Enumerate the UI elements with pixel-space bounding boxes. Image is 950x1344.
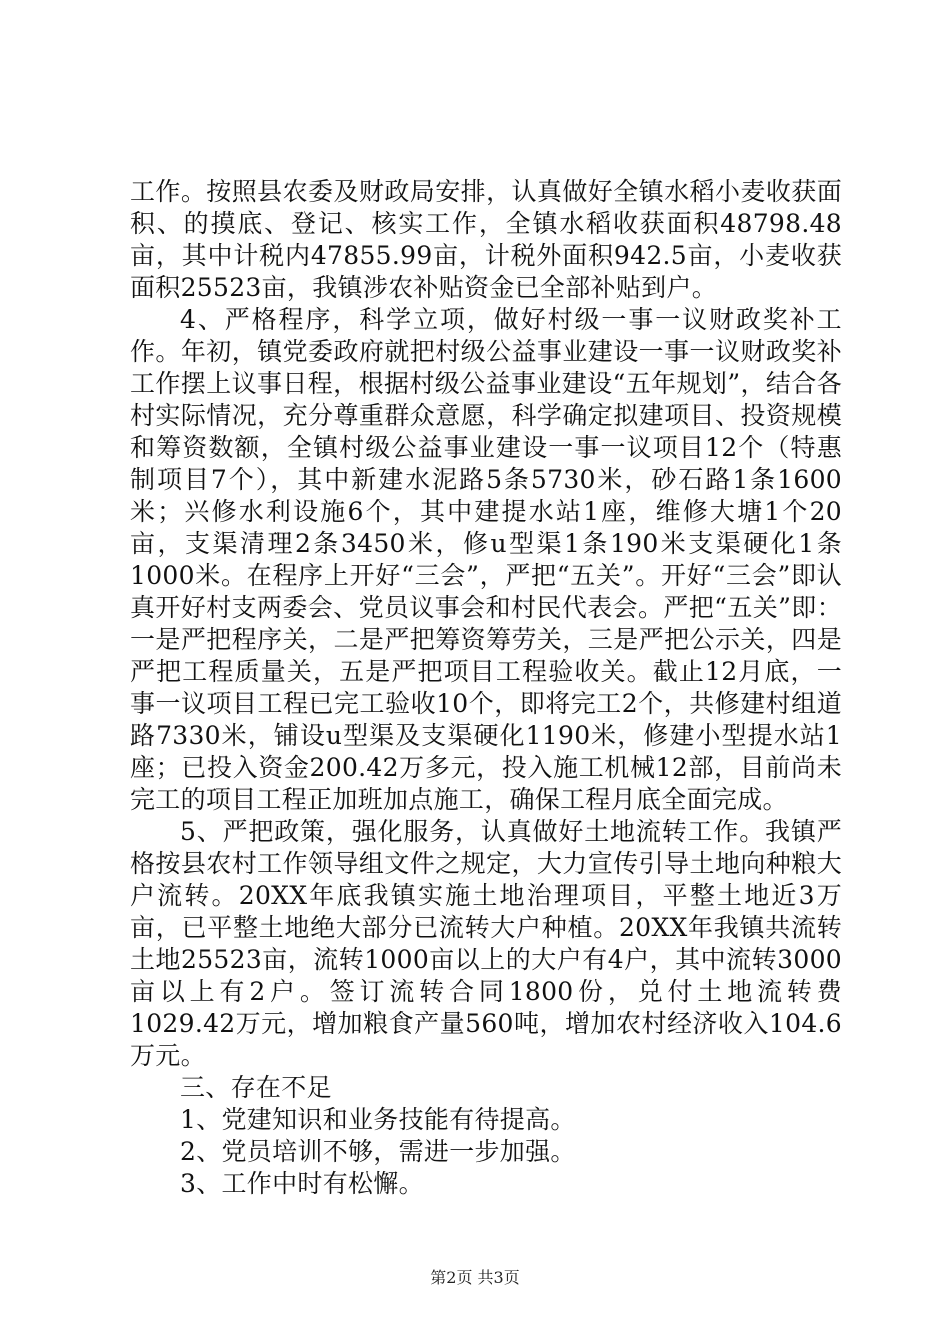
document-body	[130, 176, 842, 1200]
page-number-footer: 第2页 共3页	[430, 1268, 520, 1287]
shortcoming-item-2: 2、党员培训不够，需进一步加强。	[180, 1137, 576, 1166]
shortcoming-item-1: 1、党建知识和业务技能有待提高。	[180, 1105, 576, 1134]
paragraph-continuation: 工作。按照县农委及财政局安排，认真做好全镇水稻小麦收获面积、的摸底、登记、核实工作，全镇水稻收获面积48798.48亩，其中计税内47855.99亩，计税外面积942.5亩，小麦收获面积25523亩，我镇涉农补贴资金已全部补贴到户。	[130, 177, 842, 302]
paragraph-item-4: 4、严格程序，科学立项，做好村级一事一议财政奖补工作。年初，镇党委政府就把村级公益事业建设一事一议财政奖补工作摆上议事日程，根据村级公益事业建设“五年规划”，结合各村实际情况，充分尊重群众意愿，科学确定拟建项目、投资规模和筹资数额，全镇村级公益事业建设一事一议项目12个（特惠制项目7个），其中新建水泥路5条5730米，砂石路1条1600米；兴修水利设施6个，其中建提水站1座，维修大塘1个20亩，支渠清理2条3450米，修u型渠1条190米支渠硬化1条1000米。在程序上开好“三会”，严把“五关”。开好“三会”即认真开好村支两委会、党员议事会和村民代表会。严把“五关”即：一是严把程序关，二是严把筹资筹劳关，三是严把公示关，四是严把工程质量关，五是严把项目工程验收关。截止12月底，一事一议项目工程已完工验收10个，即将完工2个，共修建村组道路7330米，铺设u型渠及支渠硬化1190米，修建小型提水站1座；已投入资金200.42万多元，投入施工机械12部，目前尚未完工的项目工程正加班加点施工，确保工程月底全面完成。	[130, 305, 842, 814]
paragraph-item-5: 5、严把政策，强化服务，认真做好土地流转工作。我镇严格按县农村工作领导组文件之规定，大力宣传引导土地向种粮大户流转。20XX年底我镇实施土地治理项目，平整土地近3万亩，已平整土地绝大部分已流转大户种植。20XX年我镇共流转土地25523亩，流转1000亩以上的大户有4户，其中流转3000亩以上有2户。签订流转合同1800份，兑付土地流转费1029.42万元，增加粮食产量560吨，增加农村经济收入104.6万元。	[130, 817, 842, 1070]
section-heading: 三、存在不足	[180, 1073, 332, 1102]
shortcoming-item-3: 3、工作中时有松懈。	[180, 1169, 424, 1198]
